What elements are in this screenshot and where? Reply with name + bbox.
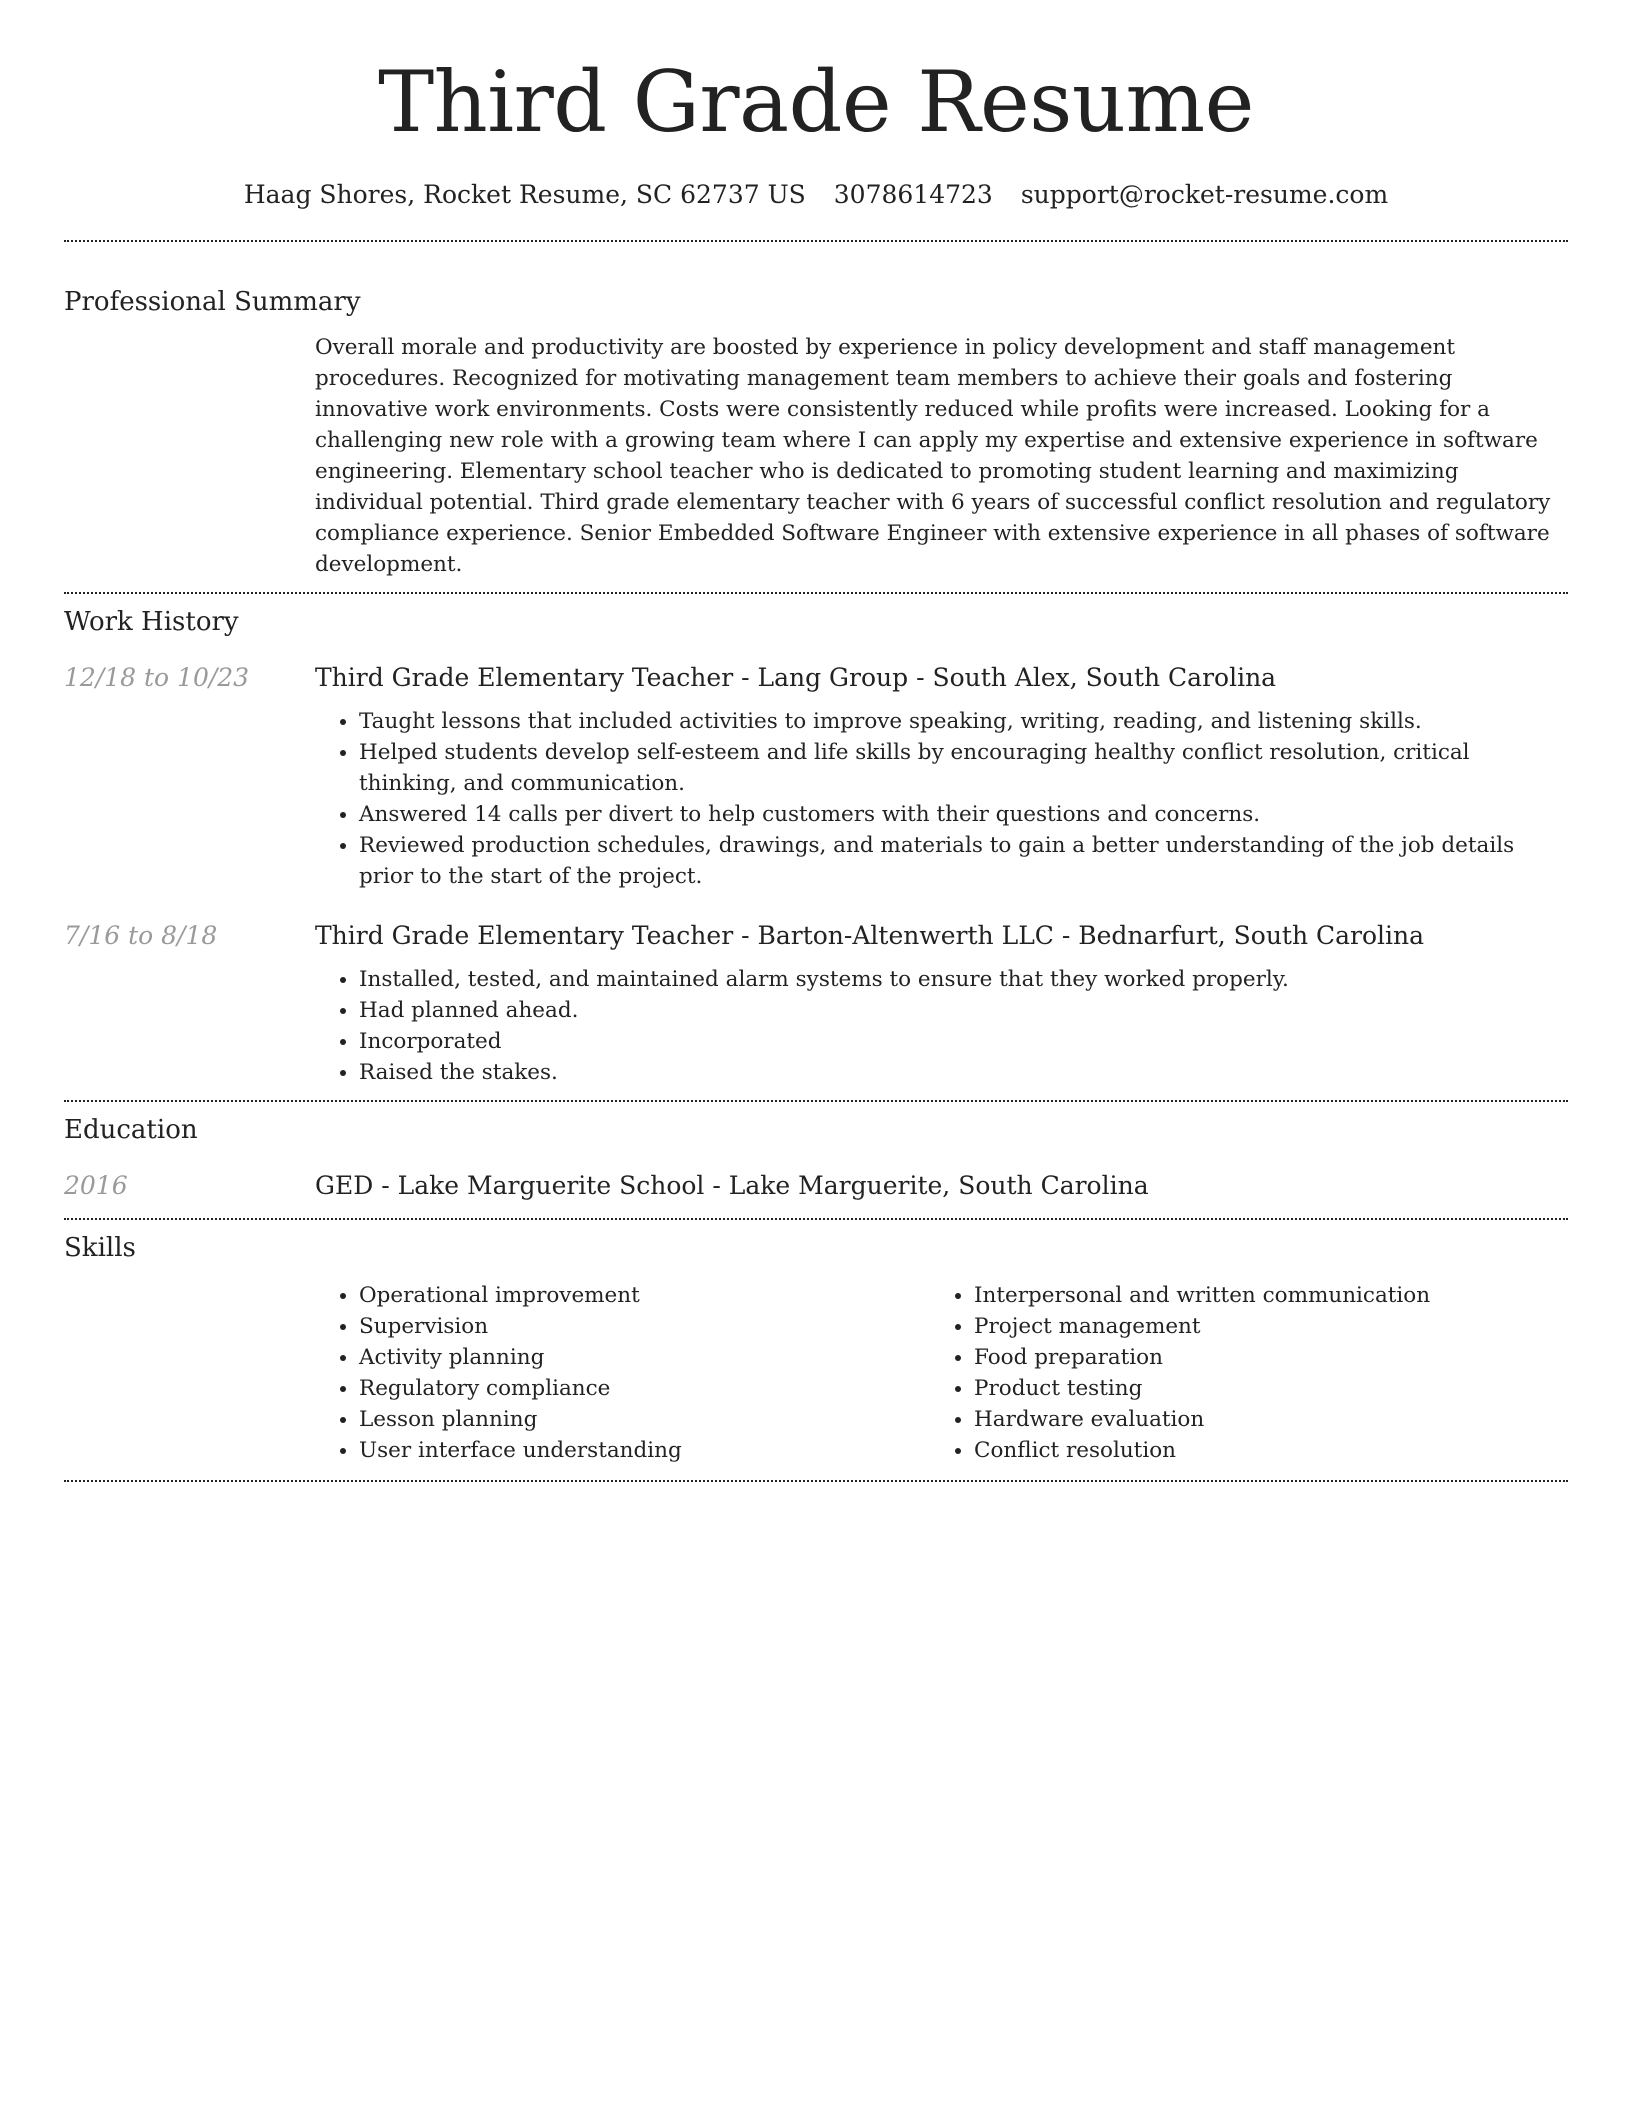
resume-header	[64, 0, 1568, 214]
education-entry	[64, 1166, 1568, 1206]
job-location: South Alex, South Carolina	[932, 663, 1277, 692]
contact-email: support@rocket-resume.com	[1020, 180, 1389, 209]
job-bullets	[315, 964, 1568, 1088]
skills-list-left	[315, 1280, 930, 1466]
education-school: Lake Marguerite School	[397, 1171, 705, 1200]
job-bullet: • Reviewed production schedules, drawings, and materials to gain a better understanding of the job details prior to the start of the project.	[359, 830, 1568, 892]
education-location: Lake Marguerite, South Carolina	[728, 1171, 1149, 1200]
education-heading: Education	[64, 1115, 198, 1145]
job-bullet: • Raised the stakes.	[359, 1057, 1568, 1088]
skill-item: • Regulatory compliance	[359, 1373, 930, 1404]
job-bullet: • Incorporated	[359, 1026, 1568, 1057]
skill-item: • Lesson planning	[359, 1404, 930, 1435]
skill-item: • Product testing	[974, 1373, 1530, 1404]
skill-item: • Activity planning	[359, 1342, 930, 1373]
contact-address: Haag Shores, Rocket Resume, SC 62737 US	[243, 180, 806, 209]
job-heading: Third Grade Elementary Teacher - Lang Group - South Alex, South Carolina	[315, 663, 1277, 692]
skill-item: • Conflict resolution	[974, 1435, 1530, 1466]
job-role: Third Grade Elementary Teacher	[315, 921, 734, 950]
job-company: Barton-Altenwerth LLC	[757, 921, 1054, 950]
job-dates: 12/18 to 10/23	[64, 663, 250, 692]
skills-divider	[64, 1480, 1568, 1482]
skills-section	[64, 1220, 1568, 1466]
contact-phone: 3078614723	[833, 180, 993, 209]
job-dates: 7/16 to 8/18	[64, 921, 218, 950]
job-role: Third Grade Elementary Teacher	[315, 663, 734, 692]
job-bullets	[315, 706, 1568, 892]
skill-item: • Hardware evaluation	[974, 1404, 1530, 1435]
education-year: 2016	[64, 1171, 128, 1200]
education-degree: GED	[315, 1171, 374, 1200]
education-heading-line: GED - Lake Marguerite School - Lake Marguerite, South Carolina	[315, 1171, 1149, 1200]
skills-grid	[315, 1280, 1568, 1466]
job-heading: Third Grade Elementary Teacher - Barton-Altenwerth LLC - Bednarfurt, South Carolina	[315, 921, 1425, 950]
skills-list-right	[930, 1280, 1530, 1466]
job-bullet: • Installed, tested, and maintained alarm systems to ensure that they worked properly.	[359, 964, 1568, 995]
education-section	[64, 1102, 1568, 1206]
job-bullet: • Taught lessons that included activities to improve speaking, writing, reading, and listening skills.	[359, 706, 1568, 737]
skill-item: • Project management	[974, 1311, 1530, 1342]
job-entry	[64, 916, 1568, 1088]
contact-line	[64, 176, 1568, 214]
job-company: Lang Group	[757, 663, 909, 692]
skill-item: • Operational improvement	[359, 1280, 930, 1311]
work-heading: Work History	[64, 607, 239, 637]
job-bullet: • Answered 14 calls per divert to help customers with their questions and concerns.	[359, 799, 1568, 830]
summary-text: Overall morale and productivity are boosted by experience in policy development and staff management procedures. Recognized for motivating management team members to achieve their goals and fostering innovative work environments. Costs were consistently reduced while profits were increased. Looking for a challenging new role with a growing team where I can apply my expertise and extensive experience in software engineering. Elementary school teacher who is dedicated to promoting student learning and maximizing individual potential. Third grade elementary teacher with 6 years of successful conflict resolution and regulatory compliance experience. Senior Embedded Software Engineer with extensive experience in all phases of software development.	[315, 335, 1551, 577]
skill-item: • User interface understanding	[359, 1435, 930, 1466]
resume-title: Third Grade Resume	[378, 53, 1254, 151]
summary-heading: Professional Summary	[64, 287, 361, 317]
job-bullet: • Helped students develop self-esteem and life skills by encouraging healthy conflict resolution, critical thinking, and communication.	[359, 737, 1568, 799]
work-section	[64, 594, 1568, 1088]
skill-item: • Supervision	[359, 1311, 930, 1342]
job-bullet: • Had planned ahead.	[359, 995, 1568, 1026]
job-location: Bednarfurt, South Carolina	[1078, 921, 1425, 950]
skill-item: • Food preparation	[974, 1342, 1530, 1373]
summary-section	[64, 242, 1568, 580]
job-entry	[64, 658, 1568, 892]
skills-heading: Skills	[64, 1233, 136, 1263]
skill-item: • Interpersonal and written communication	[974, 1280, 1530, 1311]
